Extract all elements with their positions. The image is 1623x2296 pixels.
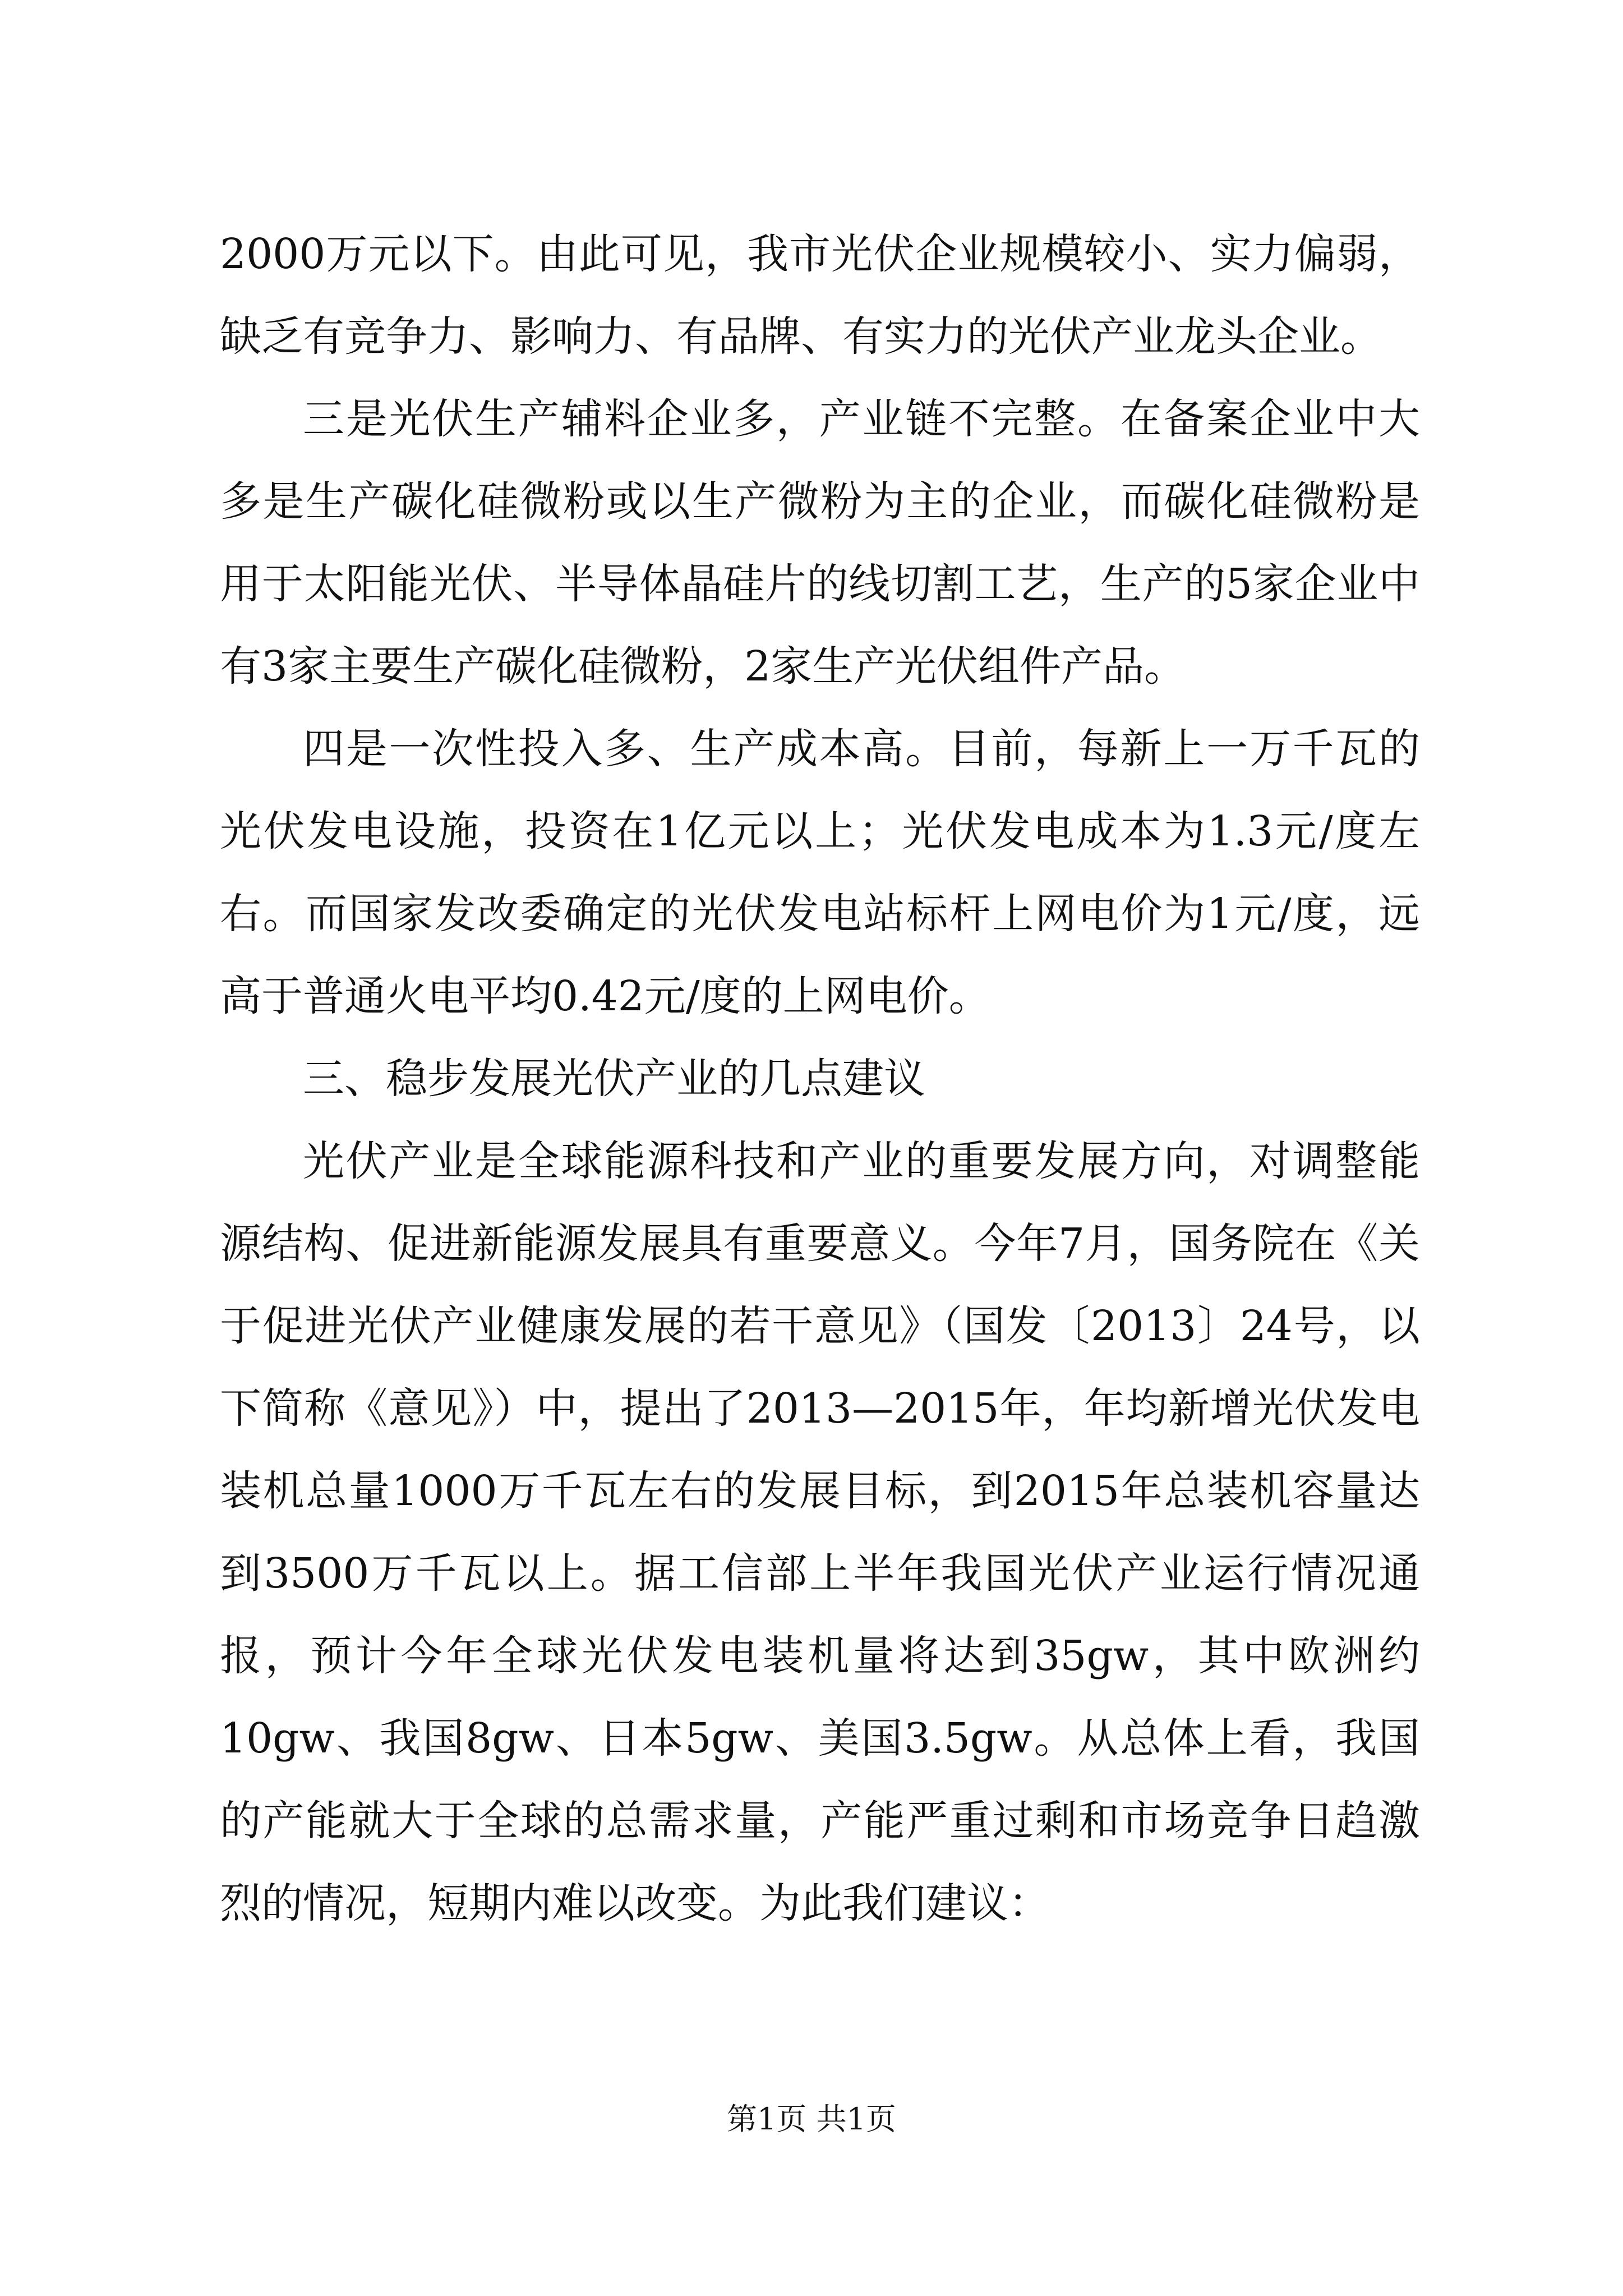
section-heading: 三、稳步发展光伏产业的几点建议: [303, 1055, 925, 1103]
paragraph-continuation: 2000万元以下。由此可见，我市光伏企业规模较小、实力偏弱，缺乏有竞争力、影响力、有品牌、有实力的光伏产业龙头企业。: [220, 230, 1420, 361]
body-text: [220, 213, 1420, 1945]
paragraph-point-three: 三是光伏生产辅料企业多，产业链不完整。在备案企业中大多是生产碳化硅微粉或以生产微粉为主的企业，而碳化硅微粉是用于太阳能光伏、半导体晶硅片的线切割工艺，生产的5家企业中有3家主要生产碳化硅微粉，2家生产光伏组件产品。: [220, 395, 1420, 691]
paragraph-suggestions: 光伏产业是全球能源科技和产业的重要发展方向，对调整能源结构、促进新能源发展具有重要意义。今年7月，国务院在《关于促进光伏产业健康发展的若干意见》（国发〔2013〕24号，以下简称《意见》）中，提出了2013—2015年，年均新增光伏发电装机总量1000万千瓦左右的发展目标，到2015年总装机容量达到3500万千瓦以上。据工信部上半年我国光伏产业运行情况通报，预计今年全球光伏发电装机量将达到35gw，其中欧洲约10gw、我国8gw、日本5gw、美国3.5gw。从总体上看，我国的产能就大于全球的总需求量，产能严重过剩和市场竞争日趋激烈的情况，短期内难以改变。为此我们建议：: [220, 1137, 1420, 1927]
paragraph-point-four: 四是一次性投入多、生产成本高。目前，每新上一万千瓦的光伏发电设施，投资在1亿元以上；光伏发电成本为1.3元/度左右。而国家发改委确定的光伏发电站标杆上网电价为1元/度，远高于普通火电平均0.42元/度的上网电价。: [220, 725, 1420, 1020]
page-footer: 第1页 共1页: [727, 2101, 896, 2137]
